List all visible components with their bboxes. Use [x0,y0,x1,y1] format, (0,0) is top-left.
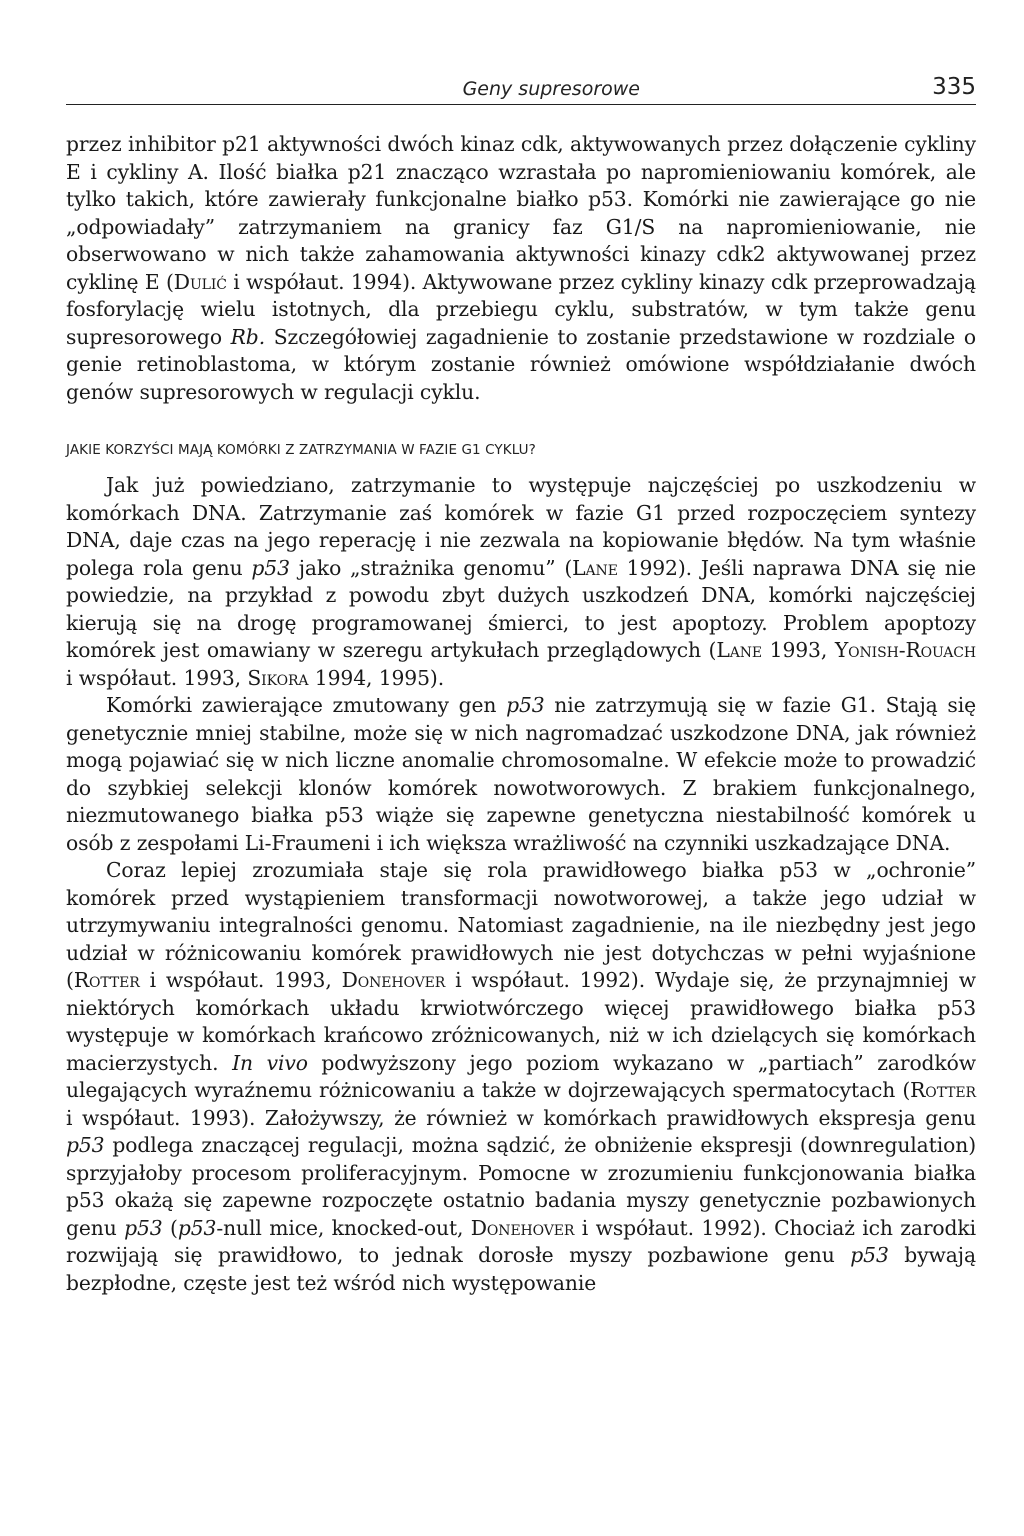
citation-author: Donehover [341,968,446,992]
page-body [66,131,976,1297]
citation-author: Rotter [73,968,140,992]
text-run: ( [162,1215,178,1240]
gene-name: p53 [506,693,545,717]
citation-author: Donehover [470,1215,575,1240]
text-run: 1993, [762,638,835,662]
text-run: 1994, 1995). [308,665,445,690]
text-run: i współaut. 1993). Założywszy, że również w komórkach prawidłowych ekspresja genu [66,1105,976,1130]
text-run: i współaut. 1993, [66,665,248,690]
text-run: jako „strażnika genomu” ( [289,555,573,580]
text-run: 1992). Jeśli naprawa DNA się nie powiedzie, na przykład z powodu zbyt dużych uszkodzeń DNA, komórki najczęściej kierują się na drogę programowanej śmierci, to jest apoptozy. Problem apoptozy komórek jest omawiany w szeregu artykułach przeglądowych ( [66,555,976,662]
text-run: podlega znaczącej regulacji, można sądzić, że obniżenie ekspresji (downregulation) sprzyjałoby procesom proliferacyjnym. Pomocne w zrozumieniu funkcjonowania białka p53 okażą się zapewne rozpoczęte ostatnio badania myszy genetycznie pozbawionych genu [66,1133,976,1240]
text-run: nie zatrzymują się w fazie G1. Stają się genetycznie mniej stabilne, może się w nich nagromadzać uszkodzone DNA, jak również mogą pojawiać się w nich liczne anomalie chromosomalne. W efekcie może to prowadzić do szybkiej selekcji klonów komórek nowotworowych. Z brakiem funkcjonalnego, niezmutowanego białka p53 wiąże się zapewne genetyczna niestabilność komórek u osób z zespołami Li-Fraumeni i ich większa wrażliwość na czynniki uszkadzające DNA. [66,693,976,855]
paragraph-4 [66,857,976,1297]
gene-name: p53 [177,1215,217,1240]
text-run: i współaut. 1994). Aktywowane przez cykliny kinazy cdk przeprowadzają fosforylację wielu istotnych, dla przebiegu cyklu, substratów, w tym także genu supresorowego [66,269,976,349]
text-run: Komórki zawierające zmutowany gen [106,693,507,717]
text-run: Jak już powiedziano, zatrzymanie to występuje najczęściej po uszkodzeniu w komórkach DNA. Zatrzymanie zaś komórek w fazie G1 przed rozpoczęciem syntezy DNA, daje czas na jego reperację i nie zezwala na kopiowanie błędów. Na tym właśnie polega rola genu [66,473,976,580]
running-title: Geny supresorowe [462,78,640,100]
paragraph-3 [66,692,976,857]
text-run: i współaut. 1992). Chociaż ich zarodki rozwijają się prawidłowo, to jednak dorosłe myszy pozbawione genu [66,1215,976,1267]
page-number: 335 [932,74,976,100]
gene-name: p53 [124,1215,163,1240]
text-run: bywają bezpłodne, częste jest też wśród nich występowanie [66,1243,976,1295]
text-run: Coraz lepiej zrozumiała staje się rola prawidłowego białka p53 w „ochronie” komórek przed wystąpieniem transformacji nowotworowej, a także jego udział w utrzymywaniu integralności genomu. Natomiast zagadnienie, na ile niezbędny jest jego udział w różnicowaniu komórek prawidłowych nie jest dotychczas w pełni wyjaśnione ( [66,858,976,992]
gene-name: p53 [251,555,290,580]
text-run: Szczegółowiej zagadnienie to zostanie przedstawione w rozdziale o genie retinoblastoma, w którym zostanie również omówione współdziałanie dwóch genów supresorowych w regulacji cyklu. [66,324,977,404]
running-header [66,74,976,105]
citation-author: Sikora [247,665,309,690]
citation-author: Rotter [910,1078,976,1102]
text-run: i współaut. 1992). Wydaje się, że przynajmniej w niektórych komórkach układu krwiotwórczego więcej prawidłowego białka p53 występuje w komórkach krańcowo zróżnicowanych, niż w ich dzielących się komórkach macierzystych. [66,968,976,1075]
text-run: -null mice, knocked-out, [216,1215,471,1240]
paragraph-2 [66,472,976,692]
section-heading: JAKIE KORZYŚCI MAJĄ KOMÓRKI Z ZATRZYMANIA W FAZIE G1 CYKLU? [66,442,536,458]
text-run: podwyższony jego poziom wykazano w „partiach” zarodków ulegających wyraźnemu różnicowaniu a także w dojrzewających spermatocytach ( [66,1050,976,1102]
citation-author: Dulić [173,269,227,294]
gene-name: p53 [66,1133,105,1157]
text-run: przez inhibitor p21 aktywności dwóch kinaz cdk, aktywowanych przez dołączenie cykliny E i cykliny A. Ilość białka p21 znacząco wzrastała po napromieniowaniu komórek, ale tylko takich, które zawierały funkcjonalne białko p53. Komórki nie zawierające go nie „odpowiadały” zatrzymaniem na granicy faz G1/S na napromieniowanie, nie obserwowano w nich także zahamowania aktywności kinazy cdk2 aktywowanej przez cyklinę E ( [66,132,976,294]
book-page [66,74,976,1297]
citation-author: Lane [716,638,763,662]
paragraph-1 [66,131,976,406]
citation-author: Yonish-Rouach [834,638,976,662]
gene-name: Rb. [230,324,266,349]
text-run: i współaut. 1993, [139,968,342,992]
latin-term: In vivo [232,1050,308,1075]
gene-name: p53 [850,1243,889,1267]
citation-author: Lane [572,555,618,580]
